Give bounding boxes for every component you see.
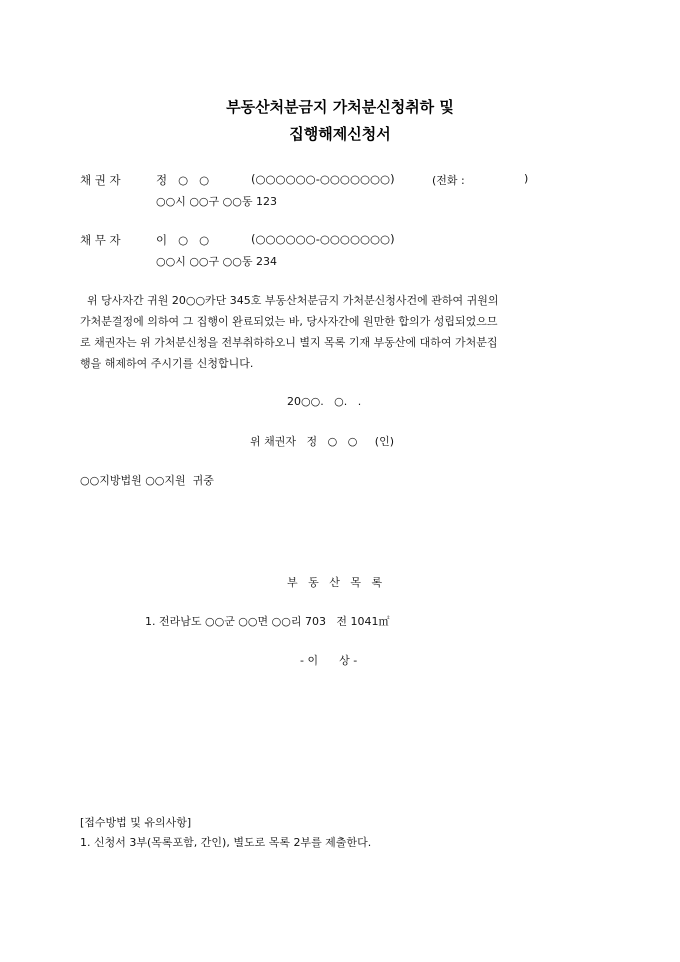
creditor-phone-close: ) [524, 172, 529, 185]
creditor-phone-label: (전화 : [432, 174, 465, 187]
paragraph-line: 행을 해제하여 주시기를 신청합니다. [80, 357, 254, 370]
creditor-label: 채 권 자 [80, 173, 121, 187]
creditor-name: 정 ○ ○ [156, 173, 210, 187]
debtor-address: ○○시 ○○구 ○○동 234 [156, 255, 277, 268]
creditor-signature: 위 채권자 정 ○ ○ (인) [250, 435, 394, 448]
end-mark: - 이 상 - [300, 654, 358, 667]
notes-title: [접수방법 및 유의사항] [80, 816, 192, 829]
court-addressee: ○○지방법원 ○○지원 귀중 [80, 474, 214, 487]
property-list-title: 부 동 산 목 록 [287, 576, 383, 589]
paragraph-line: 로 채권자는 위 가처분신청을 전부취하하오니 별지 목록 기재 부동산에 대하여 가처분집 [80, 336, 498, 349]
debtor-label: 채 무 자 [80, 233, 121, 247]
property-item: 1. 전라남도 ○○군 ○○면 ○○리 703 전 1041㎡ [145, 615, 390, 628]
filing-date: 20○○. ○. . [287, 395, 362, 408]
creditor-address: ○○시 ○○구 ○○동 123 [156, 195, 277, 208]
paragraph-line: 가처분결정에 의하여 그 집행이 완료되었는 바, 당사자간에 원만한 합의가 성립되었으므 [80, 315, 498, 328]
document-title-line2: 집행해제신청서 [289, 125, 391, 143]
notes-item: 1. 신청서 3부(목록포함, 간인), 별도로 목록 2부를 제출한다. [80, 836, 372, 849]
debtor-id-number: (○○○○○○-○○○○○○○) [251, 232, 395, 246]
debtor-name: 이 ○ ○ [156, 233, 210, 247]
creditor-id-number: (○○○○○○-○○○○○○○) [251, 172, 395, 186]
paragraph-line: 위 당사자간 귀원 20○○카단 345호 부동산처분금지 가처분신청사건에 관하여 귀원의 [80, 294, 499, 307]
document-title-line1: 부동산처분금지 가처분신청취하 및 [226, 98, 454, 116]
